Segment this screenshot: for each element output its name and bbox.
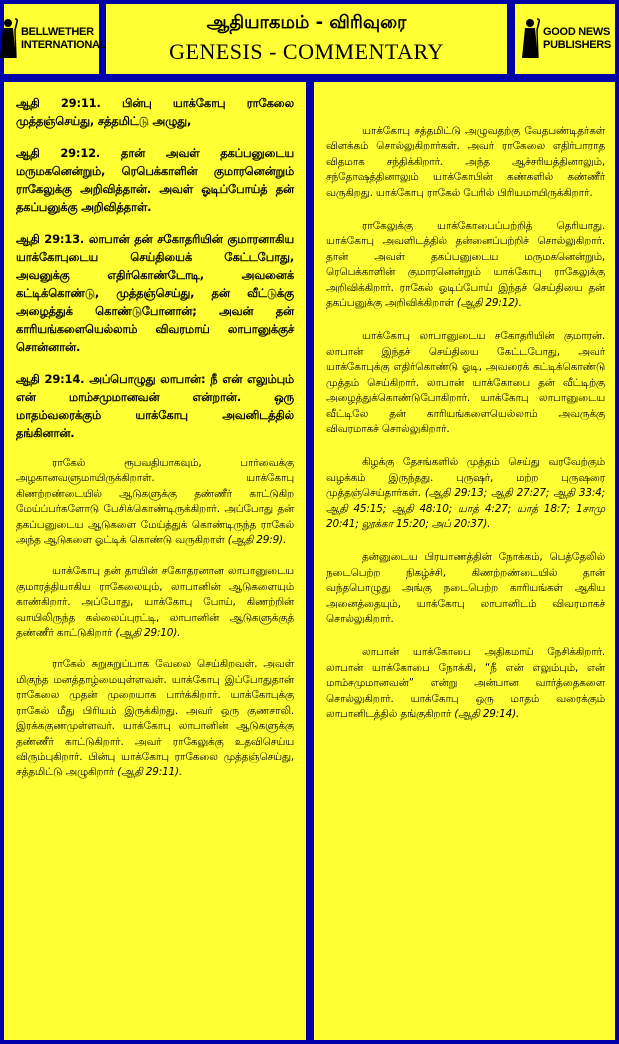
shepherd-icon bbox=[0, 18, 19, 60]
left-logo-line2: INTERNATIONAL bbox=[20, 39, 107, 51]
verse-29-13: ஆதி 29:13. லாபான் தன் சகோதரியின் குமாரனாகிய யாக்கோபுடைய செய்தியைக் கேட்டபோது, அவனுக்கு எதிர்கொண்டோடி, அவனைக் கட்டிக்கொண்டு, முத்தஞ்செய்து, தன் வீட்டுக்கு அழைத்துக் கொண்டுபோனான்; அவன் தன் காரியங்களையெல்லாம் விவரமாய் லாபானுக்குச் சொன்னான். bbox=[16, 232, 294, 354]
left-logo-line1: BELLWETHER bbox=[20, 26, 94, 38]
scripture-reference: (ஆதி 29:14). bbox=[454, 708, 520, 720]
good-news-logo bbox=[515, 4, 615, 74]
scripture-reference: (ஆதி 29:13; ஆதி 27:27; ஆதி 33:4; ஆதி 45:15; ஆதி 48:10; யாத் 4:27; யாத் 18:7; 1சாமு 20:41; லூக்கா 15:20; அப் 20:37). bbox=[326, 487, 606, 530]
verse-29-11: ஆதி 29:11. பின்பு யாக்கோபு ராகேலை முத்தஞ்செய்து, சத்தமிட்டு அழுது, bbox=[16, 96, 294, 128]
bellwether-logo bbox=[4, 4, 107, 74]
right-column bbox=[314, 82, 615, 1040]
scripture-reference: (ஆதி 29:11). bbox=[117, 766, 183, 779]
scripture-reference: (ஆதி 29:10). bbox=[115, 627, 181, 640]
shepherd-icon bbox=[519, 18, 541, 60]
verse-29-12: ஆதி 29:12. தான் அவள் தகப்பனுடைய மருமகனென்றும், ரெபெக்காளின் குமாரனென்றும் ராகேலுக்கு அறிவித்தான். அவள் ஓடிப்போய்த் தன் தகப்பனுக்கு அறிவித்தாள். bbox=[16, 146, 294, 214]
verse-29-14: ஆதி 29:14. அப்பொழுது லாபான்: நீ என் எலும்பும் என் மாம்சமுமானவன் என்றான். ஒரு மாதம்வரைக்கும் யாக்கோபு அவனிடத்தில் தங்கினான். bbox=[16, 372, 294, 440]
commentary-paragraph: ராகேல் சுறுசுறுப்பாக வேலை செய்கிறவள். அவள் மிகுந்த மனத்தாழ்மையுள்ளவள். யாக்கோபு இப்போதுதான் ராகேலை முதன் முறையாக பார்க்கிறார். யாக்கோபுக்கு ராகேல் மீது பிரியம் இருக்கிறது. அவர் ஒரு குணசாலி. இரக்ககுணமுள்ளவர். யாக்கோபு லாபானின் ஆடுகளுக்கு தண்ணீர் காட்டுகிறார். அவர் ராகேலுக்கு உதவிசெய்ய விரும்புகிறார். பின்பு யாக்கோபு ராகேலை முத்தஞ்செய்து, சத்தமிட்டு அழுகிறார் (ஆதி 29:11). bbox=[16, 658, 294, 779]
title-tamil: ஆதியாகமம் - விரிவுரை bbox=[206, 12, 407, 33]
page-title bbox=[106, 4, 507, 74]
right-logo-line2: PUBLISHERS bbox=[543, 39, 611, 51]
title-english: GENESIS - COMMENTARY bbox=[169, 39, 444, 64]
scripture-reference: (ஆதி 29:9). bbox=[227, 534, 287, 547]
commentary-paragraph: யாக்கோபு தன் தாயின் சகோதரனான லாபானுடைய குமாரத்தியாகிய ராகேலையும், லாபானின் ஆடுகளையும் காண்கிறார். அப்போது, யாக்கோபு போய், கிணற்றின் வாயிலிருந்த கல்லைப்புரட்டி, லாபானின் ஆடுகளுக்குத் தண்ணீர் காட்டுகிறார் (ஆதி 29:10). bbox=[16, 565, 294, 640]
commentary-paragraph: கிழக்கு தேசங்களில் முத்தம் செய்து வரவேற்கும் வழக்கம் இருந்தது. புருஷர், மற்ற புருஷரை முத்தஞ்செய்தார்கள். (ஆதி 29:13; ஆதி 27:27; ஆதி 33:4; ஆதி 45:15; ஆதி 48:10; யாத் 4:27; யாத் 18:7; 1சாமு 20:41; லூக்கா 15:20; அப் 20:37). bbox=[326, 456, 606, 530]
commentary-paragraph: ராகேலுக்கு யாக்கோபைப்பற்றித் தெரியாது. யாக்கோபு அவளிடத்தில் தன்னைப்பற்றிச் சொல்லுகிறார். தான் அவள் தகப்பனுடைய மருமகனென்றும், ரெபெக்காளின் குமாரனென்றும் யாக்கோபு ராகேலுக்கு அறிவிக்கிறார். ராகேல் ஓடிப்போய் இந்தச் செய்தியை தன் தகப்பனுக்கு அறிவிக்கிறாள் (ஆதி 29:12). bbox=[326, 220, 605, 310]
left-column bbox=[4, 82, 306, 1040]
right-logo-line1: GOOD NEWS bbox=[543, 26, 611, 38]
commentary-paragraph: தன்னுடைய பிரயாணத்தின் நோக்கம், பெத்தேலில் நடைபெற்ற நிகழ்ச்சி, கிணற்றண்டையில் தான் வந்தபொழுது அங்கு நடைபெற்ற காரியங்கள் ஆகிய அனைத்தையும், யாக்கோபு லாபானிடம் விவரமாகச் சொல்லுகிறார். bbox=[326, 551, 605, 625]
scripture-reference: (ஆதி 29:12). bbox=[456, 297, 522, 310]
commentary-paragraph: யாக்கோபு சத்தமிட்டு அழுவதற்கு வேதபண்டிதர்கள் விளக்கம் சொல்லுகிறார்கள். அவர் ராகேலை எதிர்பாராத விதமாக சந்திக்கிறார். அந்த ஆச்சரியத்தினாலும், சந்தோஷத்தினாலும் யாக்கோபின் கண்களில் கண்ணீர் வருகிறது. யாக்கோபு ராகேல் பேரில் பிரியமாயிருக்கிறார். bbox=[326, 125, 605, 199]
commentary-paragraph: ராகேல் ரூபவதியாகவும், பார்வைக்கு அழகானவளுமாயிருக்கிறாள். யாக்கோபு கிணற்றண்டையில் ஆடுகளுக்கு தண்ணீர் காட்டுகிற மேய்ப்பர்களோடு பேசிக்கொண்டிருக்கிறார். அப்போது தன் தகப்பனுடைய ஆடுகளை மேய்த்துக் கொண்டிருந்த ராகேல் அந்த ஆடுகளை ஓட்டிக் கொண்டு வருகிறாள் (ஆதி 29:9). bbox=[16, 457, 294, 547]
commentary-paragraph: யாக்கோபு லாபானுடைய சகோதரியின் குமாரன். லாபான் இந்தச் செய்தியை கேட்டபோது, அவர் யாக்கோபுக்கு எதிர்கொண்டு ஓடி, அவரைக் கட்டிக்கொண்டு முத்தம் செய்கிறார். லாபான் யாக்கோபை தன் வீட்டிற்கு அழைத்துக்கொண்டுபோகிறார். யாக்கோபு லாபானுடைய வீட்டிலே தன் காரியங்களையெல்லாம் அவருக்கு விவரமாகச் சொல்லுகிறார். bbox=[326, 330, 605, 435]
commentary-paragraph: லாபான் யாக்கோபை அதிகமாய் நேசிக்கிறார். லாபான் யாக்கோபை நோக்கி, “நீ என் எலும்பும், என் மாம்சமுமானவன்” என்று அன்பான வார்த்தைகளை சொல்லுகிறார். யாக்கோபு ஒரு மாதம் வரைக்கும் லாபானிடத்தில் தங்குகிறார் (ஆதி 29:14). bbox=[326, 646, 605, 720]
